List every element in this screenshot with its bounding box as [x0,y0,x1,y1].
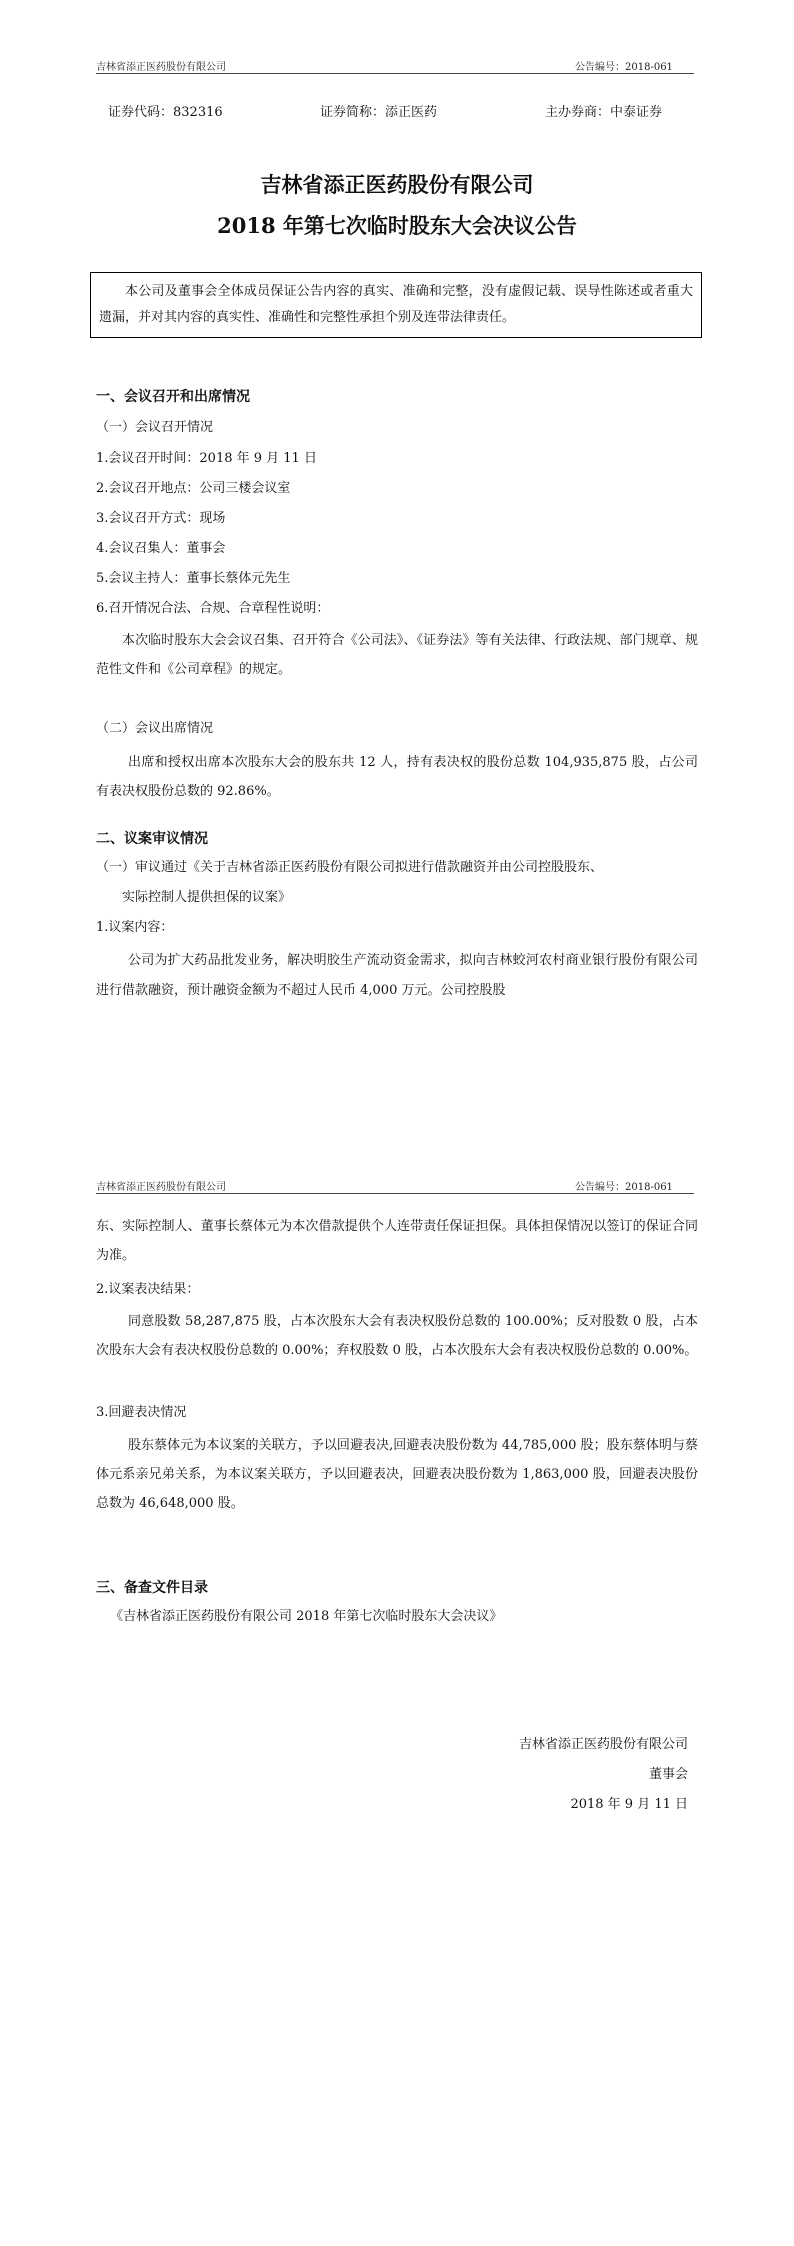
motion-title-line-2: 实际控制人提供担保的议案》 [122,890,292,905]
recusal-label: 3.回避表决情况 [96,1405,187,1420]
securities-code: 证券代码：832316 [108,105,223,120]
section-2-heading: 二、议案审议情况 [96,831,208,847]
signature-company: 吉林省添正医药股份有限公司 [518,1737,688,1752]
subsection-meeting-convened: （一）会议召开情况 [96,420,214,435]
reference-document: 《吉林省添正医药股份有限公司 2018 年第七次临时股东大会决议》 [110,1609,503,1624]
guarantee-continuation: 东、实际控制人、董事长蔡体元为本次借款提供个人连带责任保证担保。具体担保情况以签订的保证合同为准。 [96,1219,698,1263]
item-convener: 4.会议召集人：董事会 [96,541,226,556]
header-announcement-number: 公告编号：2018-061 [575,62,673,73]
recusal-paragraph: 股东蔡体元为本议案的关联方，予以回避表决,回避表决股份数为 44,785,000 股；股东蔡体明与蔡体元系亲兄弟关系，为本议案关联方，予以回避表决，回避表决股份数为 1,863,000 股，回避表决股份总数为 46,648,000 股。 [96,1438,698,1511]
securities-abbreviation: 证券简称：添正医药 [320,105,438,120]
item-legality: 6.召开情况合法、合规、合章程性说明： [96,601,330,616]
page-2-header-company: 吉林省添正医药股份有限公司 [96,1182,226,1193]
vote-result-paragraph: 同意股数 58,287,875 股，占本次股东大会有表决权股份总数的 100.00%；反对股数 0 股，占本次股东大会有表决权股份总数的 0.00%；弃权股数 0 股，占本次股东大会有表决权股份总数的 0.00%。 [96,1314,698,1358]
page-2-header-rule [96,1193,694,1194]
motion-content-paragraph: 公司为扩大药品批发业务，解决明胶生产流动资金需求，拟向吉林蛟河农村商业银行股份有限公司进行借款融资，预计融资金额为不超过人民币 4,000 万元。公司控股股 [96,953,698,998]
header-rule [96,73,694,74]
section-3-heading: 三、备查文件目录 [96,1580,208,1596]
signature-date: 2018 年 9 月 11 日 [570,1797,688,1812]
vote-result-label: 2.议案表决结果： [96,1282,200,1297]
title-company: 吉林省添正医药股份有限公司 [260,172,534,197]
signature-board: 董事会 [648,1767,688,1782]
disclaimer-text: 本公司及董事会全体成员保证公告内容的真实、准确和完整，没有虚假记载、误导性陈述或者重大遗漏，并对其内容的真实性、准确性和完整性承担个别及连带法律责任。 [99,284,693,325]
header-company: 吉林省添正医药股份有限公司 [96,62,226,73]
page-2-header-announcement-number: 公告编号：2018-061 [575,1182,673,1193]
sponsor-broker: 主办券商：中泰证券 [545,105,663,120]
motion-content-label: 1.议案内容： [96,920,174,935]
subsection-attendance: （二）会议出席情况 [96,721,214,736]
motion-title-line-1: （一）审议通过《关于吉林省添正医药股份有限公司拟进行借款融资并由公司控股股东、 [96,860,604,875]
item-chairperson: 5.会议主持人：董事长蔡体元先生 [96,571,291,586]
disclaimer-box [90,272,702,338]
title-announcement: 2018 年第七次临时股东大会决议公告 [217,213,577,238]
section-1-heading: 一、会议召开和出席情况 [96,389,250,405]
legality-paragraph: 本次临时股东大会会议召集、召开符合《公司法》、《证券法》等有关法律、行政法规、部门规章、规范性文件和《公司章程》的规定。 [96,633,698,677]
attendance-paragraph: 出席和授权出席本次股东大会的股东共 12 人，持有表决权的股份总数 104,935,875 股，占公司有表决权股份总数的 92.86%。 [96,755,698,799]
item-meeting-method: 3.会议召开方式：现场 [96,511,226,526]
item-meeting-time: 1.会议召开时间：2018 年 9 月 11 日 [96,451,317,466]
item-meeting-place: 2.会议召开地点：公司三楼会议室 [96,481,291,496]
